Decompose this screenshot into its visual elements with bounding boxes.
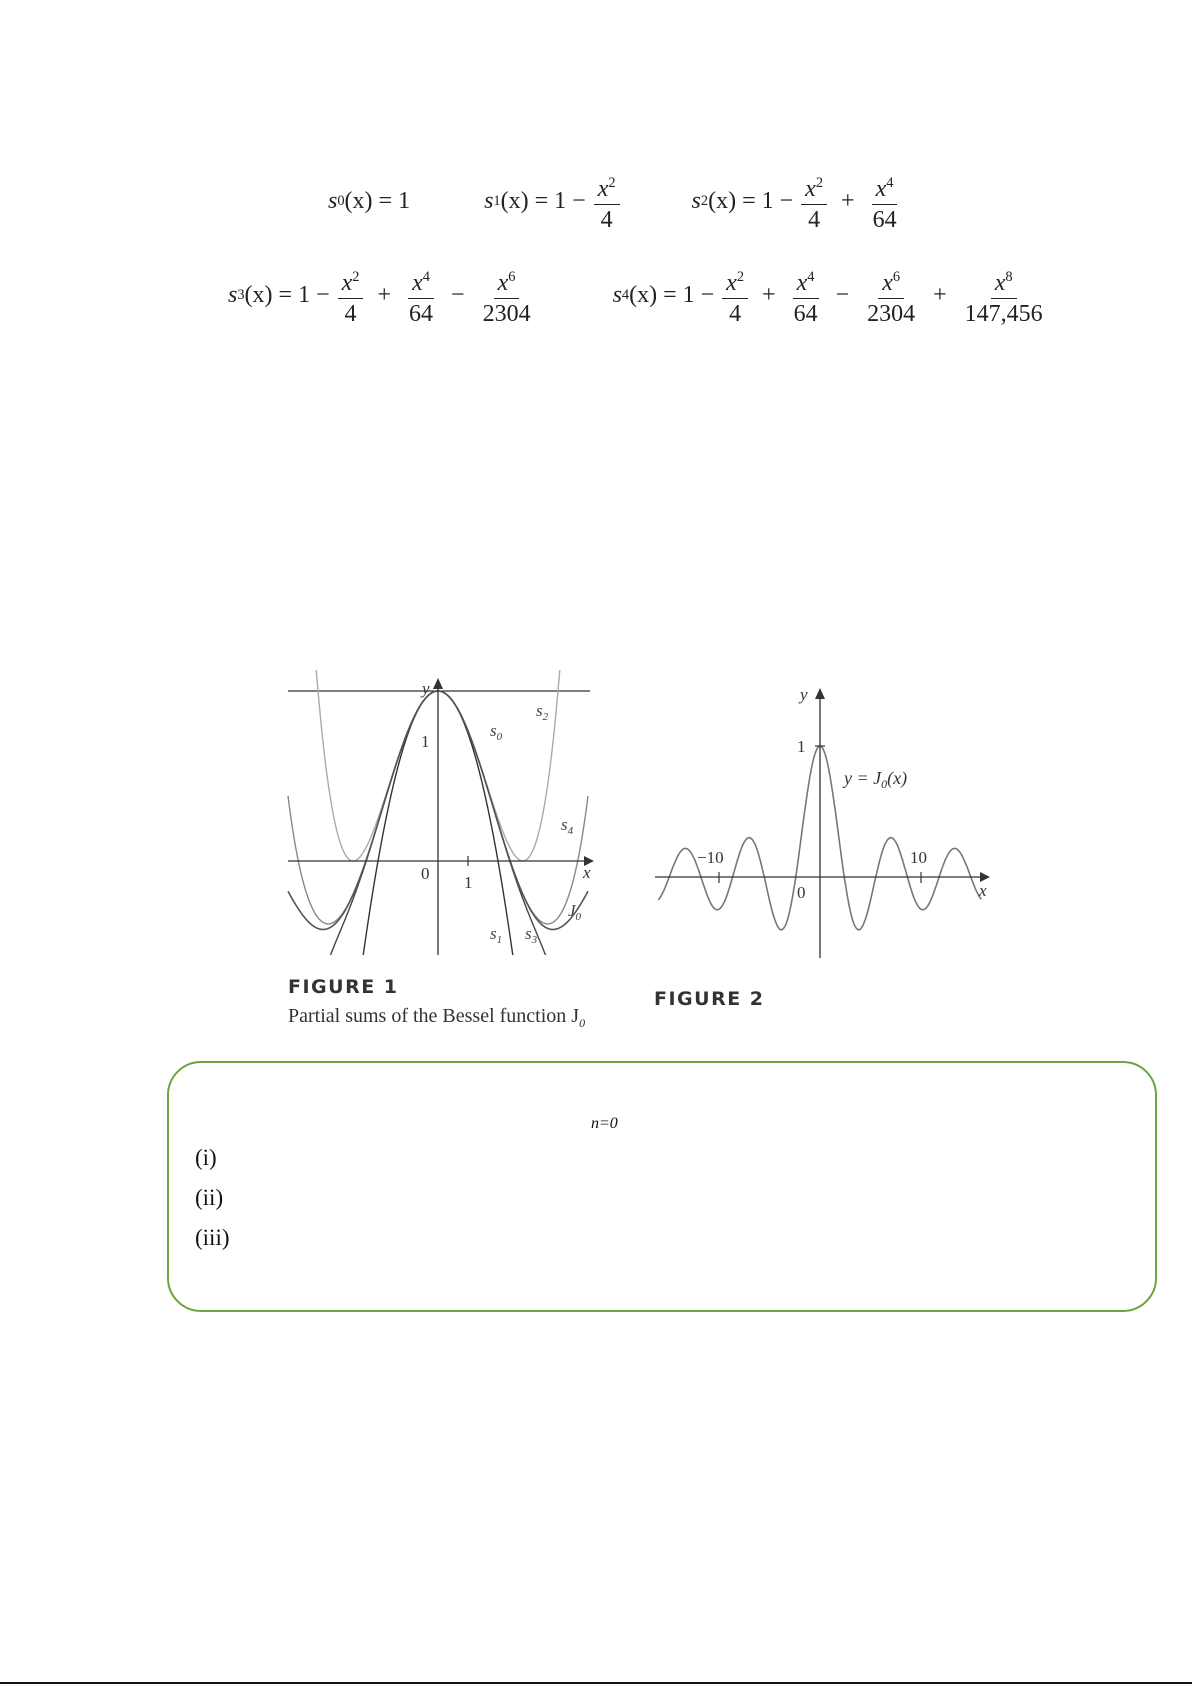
summation-index: n=0 bbox=[591, 1115, 618, 1132]
fig2-x-label: x bbox=[979, 881, 987, 900]
figure-1-label: FIGURE 1 bbox=[288, 976, 399, 998]
exercise-box bbox=[167, 1061, 1157, 1312]
fig1-label-s0: $s_0$ bbox=[490, 721, 503, 743]
eq-s4: s 4 (x) = 1 − $\frac{x^2}{4}$ + $\frac{x^4}{64}$ − $\frac{x^6}{2304}$ + $\frac{x^8}{147,456}$ bbox=[613, 264, 1055, 327]
figure-1-caption: Partial sums of the Bessel function $J_0$ bbox=[288, 1005, 586, 1030]
fig2-curve-label: $y = J_0(x)$ bbox=[844, 768, 908, 791]
figure-2-label: FIGURE 2 bbox=[654, 988, 765, 1010]
fig2-y-arrow bbox=[815, 688, 825, 699]
eq-s2: s 2 (x) = 1 − $\frac{x^2}{4}$ + $\frac{x^4}{64}$ bbox=[692, 170, 909, 233]
item-ii: (ii) bbox=[195, 1185, 224, 1210]
fig1-label-s1: $s_1$ bbox=[490, 924, 503, 946]
fig1-label-s3: $s_3$ bbox=[525, 924, 538, 946]
fig1-x-label: x bbox=[583, 863, 591, 882]
item-i: (i) bbox=[195, 1145, 217, 1170]
fig2-tick-neg10: −10 bbox=[697, 848, 724, 867]
fig1-label-s4: $s_4$ bbox=[561, 815, 574, 837]
fig1-y-arrow bbox=[433, 678, 443, 689]
fig1-label-s2: $s_2$ bbox=[536, 701, 549, 723]
fig2-y-label: y bbox=[800, 685, 808, 704]
equation-row-2 bbox=[228, 264, 1055, 327]
fig2-tick-pos10: 10 bbox=[910, 848, 927, 867]
fig2-tick-y1: 1 bbox=[797, 737, 806, 756]
equation-row-1 bbox=[328, 170, 909, 233]
fig1-origin: 0 bbox=[421, 864, 430, 883]
eq-s0: s 0 (x) = 1 bbox=[328, 188, 411, 214]
figure-1-plot bbox=[280, 670, 600, 955]
bottom-rule bbox=[0, 1682, 1192, 1684]
item-iii: (iii) bbox=[195, 1225, 230, 1250]
fig1-y-label: y bbox=[422, 679, 430, 698]
fig1-label-J0: $J_0$ bbox=[568, 901, 582, 923]
fig1-tick-y1: 1 bbox=[421, 732, 430, 751]
eq-s3: s 3 (x) = 1 − $\frac{x^2}{4}$ + $\frac{x^4}{64}$ − $\frac{x^6}{2304}$ bbox=[228, 264, 543, 327]
fig2-origin: 0 bbox=[797, 883, 806, 902]
figure-2-plot bbox=[650, 680, 995, 965]
fig1-tick-x1: 1 bbox=[464, 873, 473, 892]
eq-s1: s 1 (x) = 1 − $\frac{x^2}{4}$ bbox=[484, 170, 627, 233]
